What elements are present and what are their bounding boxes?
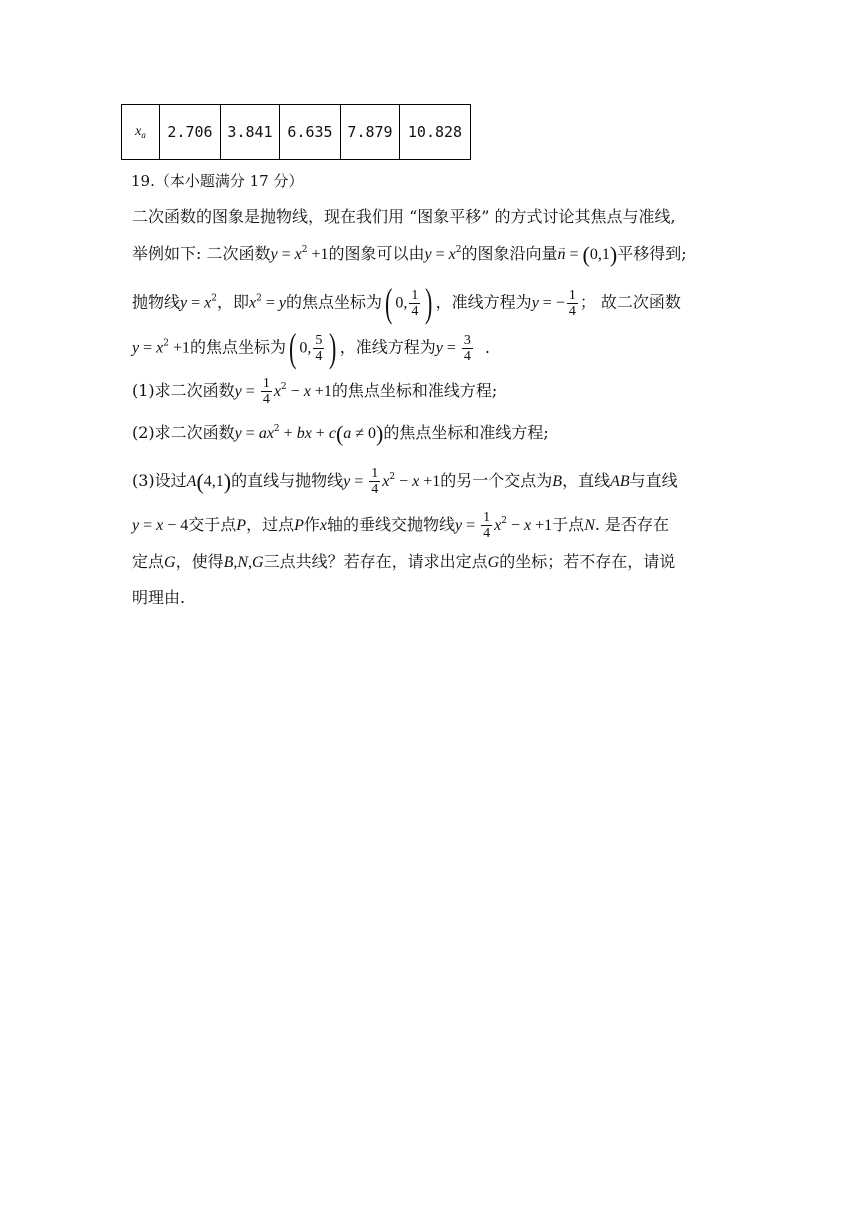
table-cell: 10.828 [400,105,471,160]
question-3-line-1: (3)设过A(4,1)的直线与抛物线y = $\frac{1}{4}$ $x^2 - x +1$的另一个交点为B，直线AB与直线 [132,466,678,497]
question-1: (1)求二次函数y = $\frac{1}{4}$ $x^2 - x +1$的焦点坐标和准线方程; [132,376,498,407]
table-cell: 6.635 [280,105,341,160]
question-2: (2)求二次函数$y = ax^2$ + bx + c(a ≠ 0)的焦点坐标和准线方程; [132,420,549,446]
table-cell: 7.879 [341,105,400,160]
question-3-line-4: 明理由. [132,588,186,607]
problem-heading: 19.（本小题满分 17 分） [131,172,304,190]
table-row [122,105,471,160]
intro-line-2: 举例如下: 二次函数$y = x^2 +1$的图象可以由$y = x^2$的图象沿向量→ n = (0,1)平移得到; [132,243,687,266]
table-header-cell: $x_a$ [122,105,160,160]
critical-value-table [121,104,471,160]
question-3-line-3: 定点G，使得B,N,G三点共线？若存在，请求出定点G的坐标；若不存在，请说 [132,552,676,571]
intro-line-4: $y = x^2 +1$的焦点坐标为( 0, $\frac{5}{4}$ ) ，准线方程为y = $\frac{3}{4}$ . [132,325,490,370]
intro-line-1: 二次函数的图象是抛物线，现在我们用 “图象平移” 的方式讨论其焦点与准线, [132,207,676,226]
intro-line-3: 抛物线$y = x^2$，即$x^2 = y$的焦点坐标为( 0, $\frac{1}{4}$ ) ，准线方程为y = − $\frac{1}{4}$ ； 故二次函数 [132,280,681,325]
table-cell: 2.706 [160,105,221,160]
table-cell: 3.841 [221,105,280,160]
question-3-line-2: y = x − 4交于点P，过点P作x轴的垂线交抛物线y = $\frac{1}{4}$ $x^2 - x +1$于点N. 是否存在 [132,510,670,541]
